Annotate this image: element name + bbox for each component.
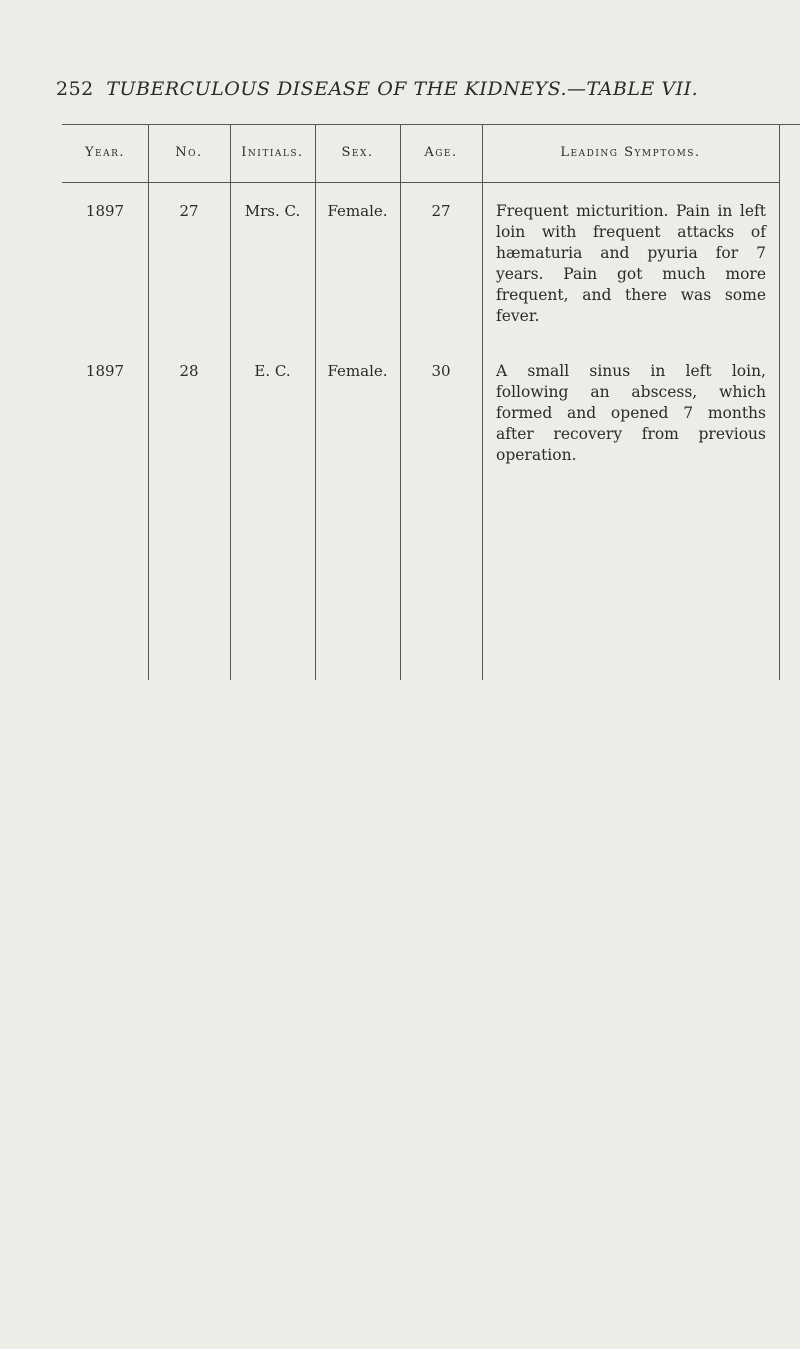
column-header-initials: Initials. — [241, 145, 304, 160]
column-header-symptoms: Leading Symptoms. — [560, 145, 701, 160]
cell-initials: Mrs. C. — [244, 202, 301, 220]
cell-sex: Female. — [327, 202, 388, 220]
cell-symptoms: A small sinus in left loin, following an abscess, which formed and opened 7 months after recovery from previous operation. — [496, 362, 766, 464]
table-header-rule — [62, 182, 779, 183]
table-top-rule — [62, 124, 800, 125]
column-header-year: Year. — [84, 145, 126, 160]
column-header-age: Age. — [424, 145, 458, 160]
column-divider — [482, 124, 483, 680]
cell-age: 30 — [431, 362, 451, 380]
cell-initials: E. C. — [254, 362, 291, 380]
running-head — [56, 78, 698, 100]
cell-year: 1897 — [85, 362, 125, 380]
cell-symptoms: Frequent micturition. Pain in left loin with frequent attacks of hæmaturia and pyuria for 7 years. Pain got much more frequent, and there was some fever. — [496, 202, 766, 325]
cell-no: 27 — [179, 202, 199, 220]
cell-year: 1897 — [85, 202, 125, 220]
column-divider — [779, 124, 780, 680]
page-title: TUBERCULOUS DISEASE OF THE KIDNEYS.—TABLE VII. — [106, 78, 699, 100]
cell-age: 27 — [431, 202, 451, 220]
page-number: 252 — [56, 78, 94, 100]
column-header-no: No. — [175, 145, 203, 160]
column-header-sex: Sex. — [341, 145, 374, 160]
cell-no: 28 — [179, 362, 199, 380]
cell-sex: Female. — [327, 362, 388, 380]
